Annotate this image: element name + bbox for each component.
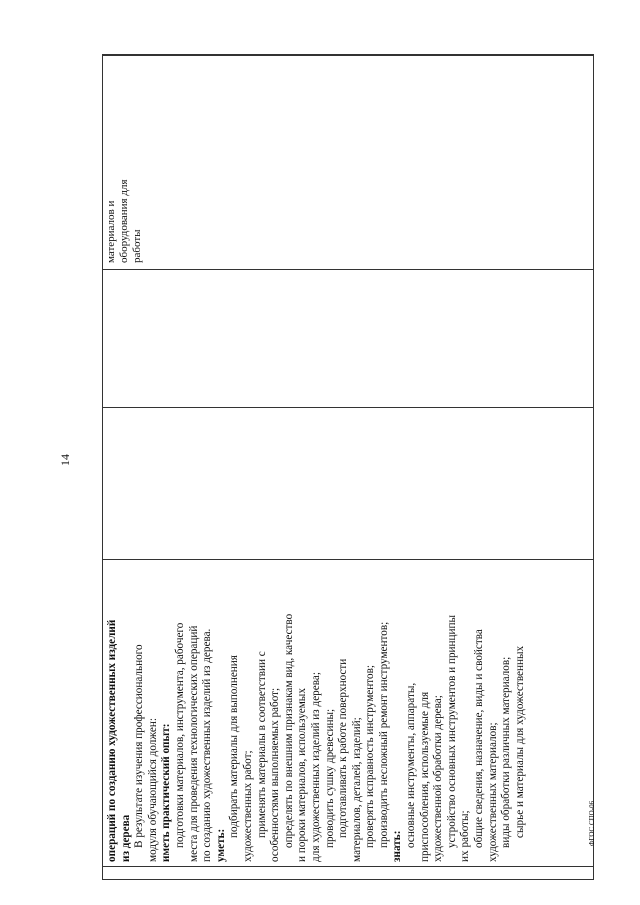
content-line: художественных работ; [241,750,254,862]
content-line: уметь: [214,828,227,862]
table-cell-empty [102,407,593,560]
footer-label: ФГОС СПО-06 [588,800,596,846]
table-cell-content [102,560,593,866]
note-line: оборудования для [117,179,130,263]
content-line: подготавливать к работе поверхности [336,658,349,838]
content-text [103,560,593,865]
table-cell-index [102,866,593,879]
content-line: операций по созданию художественных изделий [105,619,118,862]
content-line: подготовки материалов, инструмента, рабочего [173,622,186,848]
content-line: художественной обработки дерева; [431,695,444,862]
content-line: виды обработки различных материалов; [499,656,512,848]
content-line: модуля обучающийся должен: [146,718,159,862]
content-line: устройство основных инструментов и принципы [445,615,458,848]
content-line: подбирать материалы для выполнения [227,655,240,838]
page-number: 14 [58,454,72,466]
content-line: В результате изучения профессионального [132,644,145,848]
content-line: проводить сушку древесины; [323,708,335,848]
rotated-table-area [102,54,594,880]
content-line: по созданию художественных изделий из дерева. [200,628,213,862]
content-line: общие сведения, назначение, виды и свойства [472,629,485,848]
table-cell-note [102,56,593,270]
table-cell-empty [102,270,593,408]
content-line: приспособления, используемые для [418,691,431,862]
content-line: из дерева [119,814,132,862]
content-line: проверять исправность инструментов; [363,665,376,848]
content-line: художественных материалов; [486,722,499,862]
content-line: места для проведения технологических операций [187,625,200,862]
content-line: для художественных изделий из дерева; [309,672,322,862]
content-line: и пороки материалов, используемых [295,688,308,862]
content-line: применять материалы в соответствии с [255,651,268,838]
note-text [103,57,145,270]
content-line: материалов, деталей, изделий; [350,717,363,862]
content-line: знать: [390,830,403,862]
content-line: их работы; [458,810,471,862]
content-line: основные инструменты, аппараты, [404,682,417,848]
content-line: определять по внешним признакам вид, качество [282,613,295,848]
content-line: производить несложный ремонт инструментов; [377,621,390,848]
content-line: сырье и материалы для художественных [513,645,526,838]
note-line: работы [130,229,143,263]
content-line: иметь практический опыт: [159,723,172,862]
table-cell-empty [102,55,593,57]
note-line: материалов и [104,200,117,263]
content-line: особенностями выполняемых работ; [268,687,281,862]
competency-table [102,54,594,880]
